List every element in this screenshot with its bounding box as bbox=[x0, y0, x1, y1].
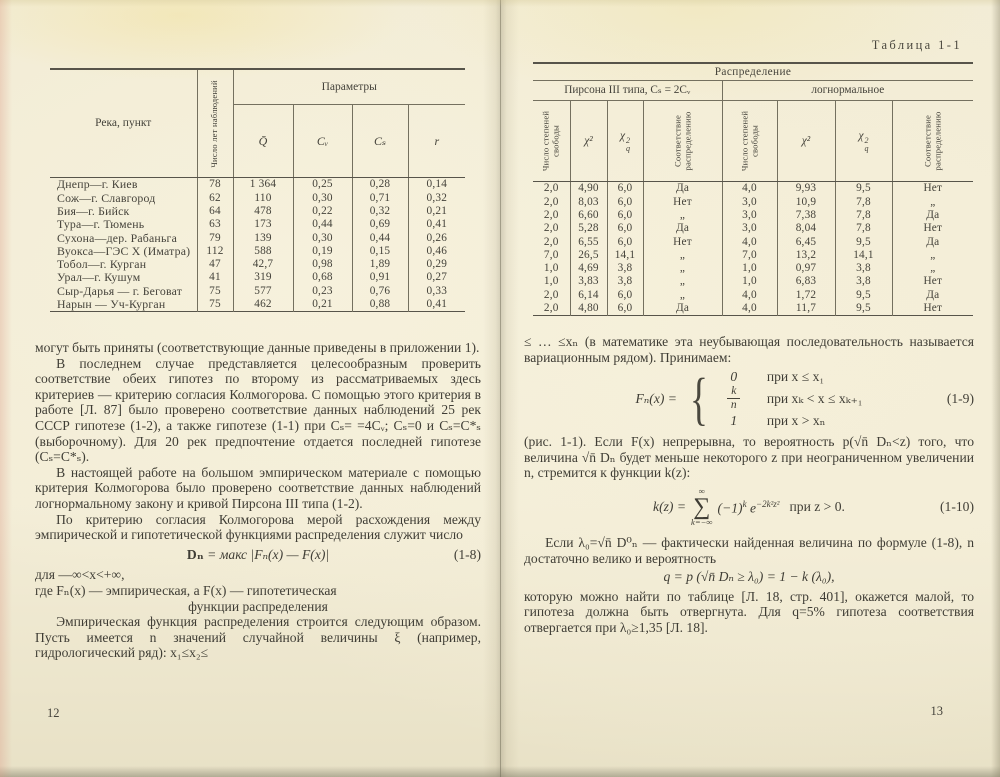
equation-number: (1-9) bbox=[946, 390, 974, 406]
chi2-pearson-cell: 5,28 bbox=[570, 222, 607, 235]
scan-edge-right bbox=[991, 0, 1000, 777]
r-cell: 0,29 bbox=[408, 258, 465, 271]
sum-lower-limit: k=−∞ bbox=[691, 516, 713, 527]
col-header-dof-label: Число степеней свободы bbox=[540, 110, 561, 172]
chi2q-lognormal-cell: 9,5 bbox=[835, 235, 892, 248]
term-base: (−1) bbox=[717, 500, 743, 516]
case-row bbox=[717, 367, 863, 386]
chi2-lognormal-cell: 0,97 bbox=[777, 262, 835, 275]
e-exponent: −2k²z² bbox=[756, 499, 780, 510]
chi2q-pearson-cell: 14,1 bbox=[607, 248, 643, 261]
right-table-body bbox=[533, 182, 973, 316]
q-mean-cell: 577 bbox=[233, 284, 293, 297]
chi2q-lognormal-cell: 7,8 bbox=[835, 209, 892, 222]
paragraph: Эмпирическая функция распределения строится следующим образом. Пусть имеется n значений случайной величины ξ (например, гидрологический ряд): x₁≤x₂≤ bbox=[35, 614, 481, 661]
chi-table-row bbox=[533, 275, 973, 288]
chi2-pearson-cell: 4,90 bbox=[570, 182, 607, 196]
col-header-chi2-pearson: χ² bbox=[570, 101, 607, 182]
col-header-chi2-lognormal: χ² bbox=[777, 101, 835, 182]
years-cell: 64 bbox=[197, 205, 233, 218]
match-lognormal-cell: Да bbox=[892, 235, 973, 248]
formula-1-8-body: = макс |Fₙ(x) — F(x)| bbox=[203, 546, 330, 562]
case-row bbox=[717, 411, 863, 430]
q-mean-cell: 139 bbox=[233, 231, 293, 244]
river-table-row bbox=[50, 205, 465, 218]
river-name-cell: Нарын — Уч-Курган bbox=[50, 298, 197, 312]
dof-pearson-cell: 7,0 bbox=[533, 248, 570, 261]
chi2q-lognormal-cell: 3,8 bbox=[835, 275, 892, 288]
match-pearson-cell: Нет bbox=[643, 195, 722, 208]
years-cell: 62 bbox=[197, 191, 233, 204]
dof-lognormal-cell: 1,0 bbox=[722, 275, 777, 288]
formula-1-10-term bbox=[718, 497, 780, 516]
cs-cell: 0,91 bbox=[352, 271, 408, 284]
r-cell: 0,33 bbox=[408, 284, 465, 297]
dof-lognormal-cell: 4,0 bbox=[722, 182, 777, 196]
page-number-right: 13 bbox=[930, 704, 943, 718]
chi-table-row bbox=[533, 248, 973, 261]
col-header-dof-pearson bbox=[533, 101, 570, 182]
paragraph: В настоящей работе на большом эмпирическом материале с помощью критерия Колмогорова было проверено соответствие данных наблюдений логнормальному закону и кривой Пирсона III типа (1-2). bbox=[35, 464, 481, 511]
paragraph: могут быть приняты (соответствующие данные приведены в приложении 1). bbox=[35, 340, 480, 355]
equation-number: (1-8) bbox=[453, 546, 481, 562]
q-mean-cell: 1 364 bbox=[233, 178, 293, 192]
chi-table-row bbox=[533, 209, 973, 222]
r-cell: 0,14 bbox=[408, 178, 465, 192]
match-lognormal-cell: Нет bbox=[892, 275, 973, 288]
col-header-dof-lognormal bbox=[722, 101, 777, 182]
chi2-lognormal-cell: 9,93 bbox=[777, 182, 835, 196]
formula-1-9-lhs: Fₙ(x) = bbox=[635, 390, 677, 406]
q-mean-cell: 110 bbox=[233, 191, 293, 204]
match-pearson-cell: „ bbox=[643, 209, 722, 222]
chi2-pearson-cell: 6,55 bbox=[570, 235, 607, 248]
river-name-cell: Днепр—г. Киев bbox=[50, 178, 197, 192]
match-lognormal-cell: „ bbox=[892, 248, 973, 261]
dof-lognormal-cell: 1,0 bbox=[722, 262, 777, 275]
chi2q-lognormal-cell: 9,5 bbox=[835, 288, 892, 301]
r-cell: 0,46 bbox=[408, 244, 465, 257]
chi2q-lognormal-cell: 7,8 bbox=[835, 195, 892, 208]
cs-cell: 0,88 bbox=[352, 298, 408, 312]
sigma-glyph: ∑ bbox=[693, 493, 711, 520]
chi2q-lognormal-cell: 14,1 bbox=[835, 248, 892, 261]
chi-table-row bbox=[533, 235, 973, 248]
cs-cell: 0,28 bbox=[352, 178, 408, 192]
cv-cell: 0,30 bbox=[293, 231, 352, 244]
col-header-match-label: Соответствие распределению bbox=[671, 111, 692, 171]
paragraph: где Fₙ(x) — эмпирическая, а F(x) — гипотетическая bbox=[35, 582, 337, 598]
case-row bbox=[717, 386, 863, 411]
chi-table-row bbox=[533, 182, 973, 196]
curly-brace: { bbox=[689, 365, 708, 431]
river-table-row bbox=[50, 298, 465, 312]
case-condition: при xₖ < x ≤ xₖ₊₁ bbox=[766, 390, 863, 406]
table-caption: Таблица 1-1 bbox=[871, 38, 962, 52]
chi2-lognormal-cell: 13,2 bbox=[777, 248, 835, 261]
chi-base: χ bbox=[858, 129, 864, 142]
page-left bbox=[33, 0, 485, 777]
cv-cell: 0,23 bbox=[293, 284, 352, 297]
chi-base: χ bbox=[619, 129, 626, 142]
chi2q-pearson-cell: 3,8 bbox=[607, 275, 643, 288]
q-mean-cell: 478 bbox=[233, 205, 293, 218]
fraction-numerator: k bbox=[727, 386, 740, 399]
col-header-dof-label: Число степеней свободы bbox=[738, 110, 759, 172]
cs-cell: 0,76 bbox=[352, 284, 408, 297]
chi2q-pearson-cell: 6,0 bbox=[607, 222, 643, 235]
chi-table-row bbox=[533, 262, 973, 275]
chi2q-lognormal-cell: 9,5 bbox=[835, 182, 892, 196]
chi2-lognormal-cell: 6,45 bbox=[777, 235, 835, 248]
match-pearson-cell: „ bbox=[643, 288, 722, 301]
right-table-header-row-2 bbox=[533, 81, 973, 101]
match-pearson-cell: Нет bbox=[643, 235, 722, 248]
river-name-cell: Тобол—г. Курган bbox=[50, 258, 197, 271]
chi2-lognormal-cell: 1,72 bbox=[777, 288, 835, 301]
chi2-pearson-cell: 8,03 bbox=[570, 195, 607, 208]
dof-pearson-cell: 2,0 bbox=[533, 235, 570, 248]
match-lognormal-cell: Да bbox=[892, 209, 973, 222]
river-table-row bbox=[50, 218, 465, 231]
q-mean-cell: 319 bbox=[233, 271, 293, 284]
chi-table-row bbox=[533, 288, 973, 301]
chi2-lognormal-cell: 10,9 bbox=[777, 195, 835, 208]
match-lognormal-cell: Нет bbox=[892, 182, 973, 196]
r-cell: 0,26 bbox=[408, 231, 465, 244]
r-cell: 0,27 bbox=[408, 271, 465, 284]
cv-cell: 0,98 bbox=[293, 258, 352, 271]
match-pearson-cell: Да bbox=[643, 302, 722, 316]
case-value: 0 bbox=[730, 368, 738, 384]
chi2-pearson-cell: 6,60 bbox=[570, 209, 607, 222]
chi-sub: q bbox=[864, 143, 869, 153]
paragraph: Если λ₀=√n̄ D⁰ₙ — фактически найденная величина по формуле (1-8), n достаточно велико и вероятность bbox=[524, 534, 974, 566]
left-table-header-row-1 bbox=[50, 69, 465, 105]
chi2-pearson-cell: 4,80 bbox=[570, 302, 607, 316]
col-header-cv: Cᵥ bbox=[293, 105, 352, 178]
years-cell: 78 bbox=[197, 178, 233, 192]
river-name-cell: Сож—г. Славгород bbox=[50, 191, 197, 204]
river-table-row bbox=[50, 244, 465, 257]
fraction bbox=[727, 386, 740, 411]
col-header-river: Река, пункт bbox=[50, 69, 197, 178]
paragraph: для —∞<x<+∞, bbox=[35, 567, 125, 583]
paragraph: ≤ … ≤xₙ (в математике эта неубывающая последовательность называется вариационным рядом). Принимаем: bbox=[524, 334, 974, 365]
r-cell: 0,41 bbox=[408, 298, 465, 312]
q-mean-cell: 462 bbox=[233, 298, 293, 312]
sum-upper-limit: ∞ bbox=[698, 485, 705, 496]
fraction-denominator: n bbox=[730, 399, 737, 412]
col-header-q-mean: Q̄ bbox=[233, 105, 293, 178]
col-header-r: r bbox=[408, 105, 465, 178]
dof-pearson-cell: 2,0 bbox=[533, 302, 570, 316]
q-mean-cell: 42,7 bbox=[233, 258, 293, 271]
formula-1-9-body bbox=[635, 367, 862, 430]
dof-lognormal-cell: 7,0 bbox=[722, 248, 777, 261]
col-header-match-pearson bbox=[643, 101, 722, 182]
paragraph: функции распределения bbox=[188, 598, 328, 614]
dof-pearson-cell: 2,0 bbox=[533, 209, 570, 222]
chi2-lognormal-cell: 6,83 bbox=[777, 275, 835, 288]
case-condition: при x > xₙ bbox=[766, 412, 826, 428]
formula-1-8 bbox=[35, 547, 481, 563]
years-cell: 75 bbox=[197, 284, 233, 297]
river-table-row bbox=[50, 258, 465, 271]
cv-cell: 0,22 bbox=[293, 205, 352, 218]
col-header-match-lognormal bbox=[892, 101, 973, 182]
summation-symbol bbox=[691, 487, 713, 527]
river-name-cell: Урал—г. Кушум bbox=[50, 271, 197, 284]
formula-1-10-lhs: k(z) = bbox=[653, 499, 686, 515]
match-lognormal-cell: Нет bbox=[892, 302, 973, 316]
r-cell: 0,21 bbox=[408, 205, 465, 218]
formula-1-8-lead: Dₙ bbox=[186, 546, 204, 562]
scan-edge-left bbox=[0, 0, 12, 777]
match-pearson-cell: Да bbox=[643, 222, 722, 235]
match-pearson-cell: „ bbox=[643, 262, 722, 275]
years-cell: 112 bbox=[197, 244, 233, 257]
dof-pearson-cell: 2,0 bbox=[533, 222, 570, 235]
dof-lognormal-cell: 3,0 bbox=[722, 209, 777, 222]
cs-cell: 0,15 bbox=[352, 244, 408, 257]
chi-sup: 2 bbox=[864, 135, 869, 145]
chi2-pearson-cell: 6,14 bbox=[570, 288, 607, 301]
river-table-row bbox=[50, 191, 465, 204]
dof-pearson-cell: 2,0 bbox=[533, 288, 570, 301]
left-table-body bbox=[50, 178, 465, 312]
cv-cell: 0,30 bbox=[293, 191, 352, 204]
years-cell: 41 bbox=[197, 271, 233, 284]
chi2q-lognormal-cell: 9,5 bbox=[835, 302, 892, 316]
river-name-cell: Бия—г. Бийск bbox=[50, 205, 197, 218]
chi2q-pearson-cell: 3,8 bbox=[607, 262, 643, 275]
formula-1-9 bbox=[524, 367, 974, 430]
match-lognormal-cell: Да bbox=[892, 288, 973, 301]
match-pearson-cell: Да bbox=[643, 182, 722, 196]
dof-pearson-cell: 1,0 bbox=[533, 262, 570, 275]
book-gutter-fold bbox=[483, 0, 519, 777]
chi2q-lognormal-cell: 3,8 bbox=[835, 262, 892, 275]
chi-supsub bbox=[865, 137, 869, 153]
col-header-years-label: Число лет наблюдений bbox=[209, 79, 220, 168]
paragraph: которую можно найти по таблице [Л. 18, стр. 401], окажется малой, то гипотеза должна быть отвергнута. Для q=5% гипотеза соответствия отвергается при λ₀≥1,35 [Л. 18]. bbox=[524, 588, 974, 635]
right-text-column bbox=[524, 334, 974, 636]
r-cell: 0,41 bbox=[408, 218, 465, 231]
cv-cell: 0,68 bbox=[293, 271, 352, 284]
match-pearson-cell: „ bbox=[643, 248, 722, 261]
cs-cell: 0,69 bbox=[352, 218, 408, 231]
chi2q-pearson-cell: 6,0 bbox=[607, 302, 643, 316]
formula-q-body: q = p (√n̄ Dₙ ≥ λ₀) = 1 − k (λ₀), bbox=[663, 569, 835, 585]
q-mean-cell: 588 bbox=[233, 244, 293, 257]
chi-sub: q bbox=[626, 143, 631, 153]
years-cell: 75 bbox=[197, 298, 233, 312]
river-name-cell: Вуокса—ГЭС X (Иматра) bbox=[50, 244, 197, 257]
cs-cell: 0,32 bbox=[352, 205, 408, 218]
dof-lognormal-cell: 4,0 bbox=[722, 235, 777, 248]
chi2-lognormal-cell: 7,38 bbox=[777, 209, 835, 222]
paragraph: По критерию согласия Колмогорова мерой расхождения между эмпирической и гипотетической функциями распределения служит число bbox=[35, 511, 481, 543]
match-lognormal-cell: „ bbox=[892, 195, 973, 208]
paragraph: (рис. 1-1). Если F(x) непрерывна, то вероятность p(√n̄ Dₙ<z) того, что величина √n̄ Dₙ будет меньше некоторого z при неограниченном увеличении n, стремится к функции k(z): bbox=[524, 434, 974, 481]
formula-1-10 bbox=[524, 487, 974, 527]
cv-cell: 0,19 bbox=[293, 244, 352, 257]
chi2-lognormal-cell: 8,04 bbox=[777, 222, 835, 235]
chi2-pearson-cell: 26,5 bbox=[570, 248, 607, 261]
formula-q bbox=[524, 569, 974, 585]
river-name-cell: Сыр-Дарья — г. Беговат bbox=[50, 284, 197, 297]
chi2-pearson-cell: 4,69 bbox=[570, 262, 607, 275]
col-header-match-label: Соответствие распределению bbox=[922, 111, 942, 171]
river-name-cell: Тура—г. Тюмень bbox=[50, 218, 197, 231]
case-value: 1 bbox=[730, 412, 738, 428]
q-mean-cell: 173 bbox=[233, 218, 293, 231]
chi2q-pearson-cell: 6,0 bbox=[607, 235, 643, 248]
dof-lognormal-cell: 3,0 bbox=[722, 195, 777, 208]
chi-sup: 2 bbox=[626, 135, 631, 145]
chi2q-pearson-cell: 6,0 bbox=[607, 209, 643, 222]
years-cell: 47 bbox=[197, 258, 233, 271]
dof-pearson-cell: 1,0 bbox=[533, 275, 570, 288]
chi-table-row bbox=[533, 302, 973, 316]
chi2-pearson-cell: 3,83 bbox=[570, 275, 607, 288]
chi2q-lognormal-cell: 7,8 bbox=[835, 222, 892, 235]
left-text-column bbox=[35, 340, 481, 661]
equation-number: (1-10) bbox=[940, 499, 974, 515]
dof-lognormal-cell: 3,0 bbox=[722, 222, 777, 235]
match-pearson-cell: „ bbox=[643, 275, 722, 288]
col-header-chi2q-pearson bbox=[607, 101, 643, 182]
river-table-row bbox=[50, 231, 465, 244]
col-group-pearson: Пирсона III типа, Cₛ = 2Cᵥ bbox=[533, 81, 722, 101]
match-lognormal-cell: Нет bbox=[892, 222, 973, 235]
years-cell: 63 bbox=[197, 218, 233, 231]
cv-cell: 0,44 bbox=[293, 218, 352, 231]
chi2q-pearson-cell: 6,0 bbox=[607, 195, 643, 208]
col-group-params: Параметры bbox=[233, 69, 465, 105]
right-table-header-row-1 bbox=[533, 63, 973, 81]
col-header-chi2q-lognormal bbox=[835, 101, 892, 182]
dof-pearson-cell: 2,0 bbox=[533, 182, 570, 196]
paragraph: В последнем случае представляется целесообразным проверить соответствие обеих гипотез по второму из рассматриваемых здесь критериев — критерию согласия Колмогорова. С помощью этого критерия в работе [Л. 87] было проверено соответствие данных наблюдений 25 рек СССР гипотезе (1-2), а также гипотезе (1-1) при Cₛ= =4Cᵥ; Cₛ=0 и Cₛ=C*ₛ (выборочному). Для 20 рек предпочтение отдается последней гипотезе (Cₛ=C*ₛ). bbox=[35, 355, 481, 465]
right-table-header-row-3 bbox=[533, 101, 973, 182]
dof-lognormal-cell: 4,0 bbox=[722, 302, 777, 316]
cv-cell: 0,21 bbox=[293, 298, 352, 312]
chi-supsub bbox=[626, 137, 630, 153]
river-table-row bbox=[50, 178, 465, 192]
dof-pearson-cell: 2,0 bbox=[533, 195, 570, 208]
chi2q-pearson-cell: 6,0 bbox=[607, 288, 643, 301]
term-exponent: k bbox=[742, 499, 747, 510]
years-cell: 79 bbox=[197, 231, 233, 244]
cs-cell: 1,89 bbox=[352, 258, 408, 271]
river-table-row bbox=[50, 271, 465, 284]
cs-cell: 0,71 bbox=[352, 191, 408, 204]
col-group-lognormal: логнормальное bbox=[722, 81, 973, 101]
dof-lognormal-cell: 4,0 bbox=[722, 288, 777, 301]
case-value bbox=[717, 386, 751, 411]
col-header-cs: Cₛ bbox=[352, 105, 408, 178]
page-number-left: 12 bbox=[47, 706, 60, 720]
formula-cases bbox=[717, 367, 863, 430]
case-condition: при x ≤ x₁ bbox=[766, 368, 825, 384]
chi-table-row bbox=[533, 195, 973, 208]
formula-1-10-condition: при z > 0. bbox=[789, 499, 845, 515]
cv-cell: 0,25 bbox=[293, 178, 352, 192]
match-lognormal-cell: „ bbox=[892, 262, 973, 275]
r-cell: 0,32 bbox=[408, 191, 465, 204]
river-name-cell: Сухона—дер. Рабаньга bbox=[50, 231, 197, 244]
cs-cell: 0,44 bbox=[352, 231, 408, 244]
e-base: e bbox=[749, 500, 757, 516]
river-table-row bbox=[50, 284, 465, 297]
chi-table-row bbox=[533, 222, 973, 235]
left-table bbox=[50, 68, 465, 312]
col-header-years bbox=[197, 69, 233, 178]
col-group-distribution: Распределение bbox=[533, 63, 973, 81]
chi2q-pearson-cell: 6,0 bbox=[607, 182, 643, 196]
chi2-lognormal-cell: 11,7 bbox=[777, 302, 835, 316]
page-right bbox=[518, 0, 978, 777]
right-table bbox=[533, 62, 973, 316]
